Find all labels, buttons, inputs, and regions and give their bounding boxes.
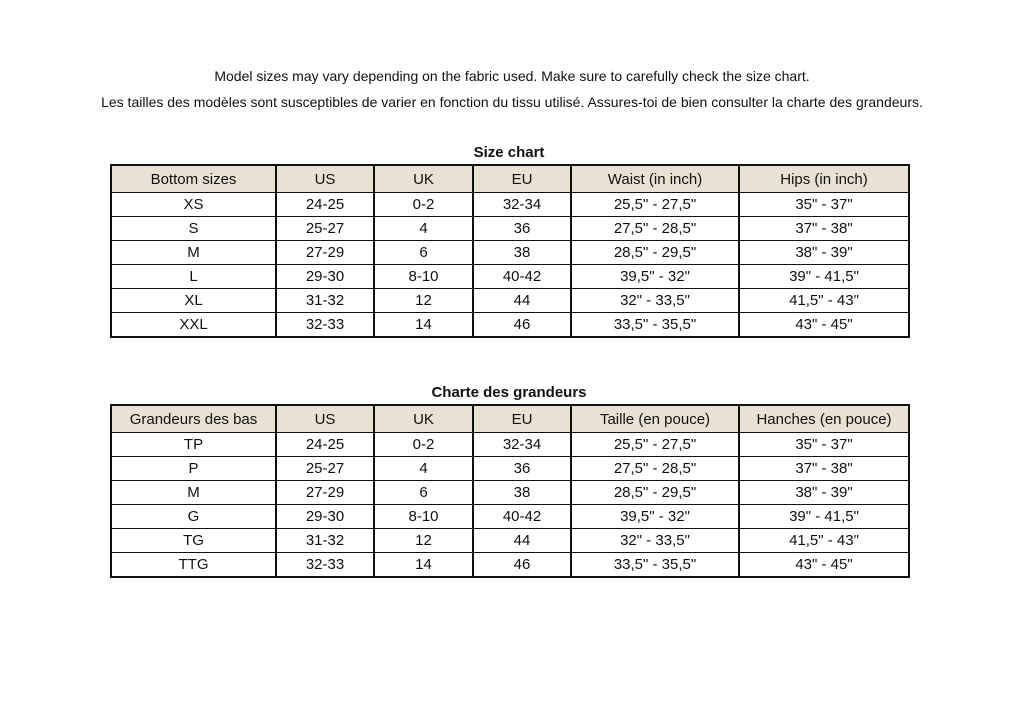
size-value-cell: 14 bbox=[374, 553, 473, 578]
size-label-cell: TG bbox=[111, 529, 276, 553]
size-label-cell: TTG bbox=[111, 553, 276, 578]
size-value-cell: 28,5" - 29,5" bbox=[571, 241, 739, 265]
size-label-cell: TP bbox=[111, 433, 276, 457]
table-row bbox=[111, 193, 909, 217]
size-value-cell: 32-34 bbox=[473, 433, 571, 457]
size-value-cell: 35" - 37" bbox=[739, 193, 909, 217]
size-value-cell: 25-27 bbox=[276, 217, 374, 241]
size-value-cell: 27,5" - 28,5" bbox=[571, 457, 739, 481]
size-value-cell: 37" - 38" bbox=[739, 217, 909, 241]
size-value-cell: 14 bbox=[374, 313, 473, 338]
intro-text-english: Model sizes may vary depending on the fabric used. Make sure to carefully check the size chart. bbox=[214, 68, 810, 84]
size-value-cell: 39" - 41,5" bbox=[739, 265, 909, 289]
size-value-cell: 27-29 bbox=[276, 241, 374, 265]
table-row bbox=[111, 553, 909, 578]
column-header: US bbox=[276, 405, 374, 433]
size-label-cell: L bbox=[111, 265, 276, 289]
size-value-cell: 8-10 bbox=[374, 265, 473, 289]
size-value-cell: 39,5" - 32" bbox=[571, 505, 739, 529]
size-value-cell: 35" - 37" bbox=[739, 433, 909, 457]
size-value-cell: 25-27 bbox=[276, 457, 374, 481]
column-header: Waist (in inch) bbox=[571, 165, 739, 193]
intro-text-french: Les tailles des modèles sont susceptibles de varier en fonction du tissu utilisé. Assures-toi de bien consulter la charte des grandeurs. bbox=[101, 94, 923, 110]
size-label-cell: G bbox=[111, 505, 276, 529]
size-value-cell: 25,5" - 27,5" bbox=[571, 193, 739, 217]
size-chart-table bbox=[110, 164, 910, 338]
size-value-cell: 6 bbox=[374, 481, 473, 505]
size-value-cell: 4 bbox=[374, 217, 473, 241]
size-value-cell: 38 bbox=[473, 241, 571, 265]
size-value-cell: 38 bbox=[473, 481, 571, 505]
size-value-cell: 44 bbox=[473, 289, 571, 313]
column-header: Hips (in inch) bbox=[739, 165, 909, 193]
size-value-cell: 28,5" - 29,5" bbox=[571, 481, 739, 505]
size-value-cell: 40-42 bbox=[473, 505, 571, 529]
size-value-cell: 6 bbox=[374, 241, 473, 265]
table-row bbox=[111, 505, 909, 529]
charte-des-grandeurs-title: Charte des grandeurs bbox=[431, 384, 587, 401]
size-value-cell: 39,5" - 32" bbox=[571, 265, 739, 289]
size-value-cell: 32-33 bbox=[276, 553, 374, 578]
size-value-cell: 36 bbox=[473, 217, 571, 241]
size-value-cell: 41,5" - 43" bbox=[739, 289, 909, 313]
column-header: US bbox=[276, 165, 374, 193]
column-header: Hanches (en pouce) bbox=[739, 405, 909, 433]
size-value-cell: 31-32 bbox=[276, 289, 374, 313]
size-label-cell: XXL bbox=[111, 313, 276, 338]
size-value-cell: 44 bbox=[473, 529, 571, 553]
table-row bbox=[111, 265, 909, 289]
size-value-cell: 27-29 bbox=[276, 481, 374, 505]
size-value-cell: 8-10 bbox=[374, 505, 473, 529]
size-value-cell: 33,5" - 35,5" bbox=[571, 553, 739, 578]
size-label-cell: M bbox=[111, 481, 276, 505]
size-value-cell: 38" - 39" bbox=[739, 481, 909, 505]
size-label-cell: S bbox=[111, 217, 276, 241]
column-header: Grandeurs des bas bbox=[111, 405, 276, 433]
size-label-cell: M bbox=[111, 241, 276, 265]
table-row bbox=[111, 217, 909, 241]
size-value-cell: 29-30 bbox=[276, 265, 374, 289]
size-value-cell: 4 bbox=[374, 457, 473, 481]
header-row bbox=[111, 165, 909, 193]
size-value-cell: 41,5" - 43" bbox=[739, 529, 909, 553]
size-value-cell: 12 bbox=[374, 529, 473, 553]
header-row bbox=[111, 405, 909, 433]
size-value-cell: 24-25 bbox=[276, 193, 374, 217]
size-label-cell: XS bbox=[111, 193, 276, 217]
size-value-cell: 0-2 bbox=[374, 433, 473, 457]
size-value-cell: 32" - 33,5" bbox=[571, 289, 739, 313]
table-row bbox=[111, 481, 909, 505]
size-value-cell: 25,5" - 27,5" bbox=[571, 433, 739, 457]
size-value-cell: 36 bbox=[473, 457, 571, 481]
table-row bbox=[111, 529, 909, 553]
size-value-cell: 27,5" - 28,5" bbox=[571, 217, 739, 241]
size-value-cell: 0-2 bbox=[374, 193, 473, 217]
column-header: Taille (en pouce) bbox=[571, 405, 739, 433]
size-value-cell: 24-25 bbox=[276, 433, 374, 457]
column-header: EU bbox=[473, 405, 571, 433]
table-row bbox=[111, 433, 909, 457]
table-row bbox=[111, 313, 909, 338]
size-value-cell: 32" - 33,5" bbox=[571, 529, 739, 553]
column-header: UK bbox=[374, 405, 473, 433]
column-header: EU bbox=[473, 165, 571, 193]
size-value-cell: 43" - 45" bbox=[739, 553, 909, 578]
table-row bbox=[111, 289, 909, 313]
size-value-cell: 43" - 45" bbox=[739, 313, 909, 338]
size-value-cell: 37" - 38" bbox=[739, 457, 909, 481]
size-label-cell: P bbox=[111, 457, 276, 481]
size-value-cell: 32-33 bbox=[276, 313, 374, 338]
size-value-cell: 40-42 bbox=[473, 265, 571, 289]
table-row bbox=[111, 241, 909, 265]
size-value-cell: 38" - 39" bbox=[739, 241, 909, 265]
size-value-cell: 12 bbox=[374, 289, 473, 313]
size-value-cell: 46 bbox=[473, 313, 571, 338]
size-chart-title: Size chart bbox=[473, 144, 545, 161]
size-label-cell: XL bbox=[111, 289, 276, 313]
table-row bbox=[111, 457, 909, 481]
charte-des-grandeurs-table bbox=[110, 404, 910, 578]
size-value-cell: 32-34 bbox=[473, 193, 571, 217]
size-value-cell: 29-30 bbox=[276, 505, 374, 529]
size-value-cell: 33,5" - 35,5" bbox=[571, 313, 739, 338]
size-value-cell: 39" - 41,5" bbox=[739, 505, 909, 529]
size-value-cell: 31-32 bbox=[276, 529, 374, 553]
column-header: Bottom sizes bbox=[111, 165, 276, 193]
column-header: UK bbox=[374, 165, 473, 193]
size-value-cell: 46 bbox=[473, 553, 571, 578]
